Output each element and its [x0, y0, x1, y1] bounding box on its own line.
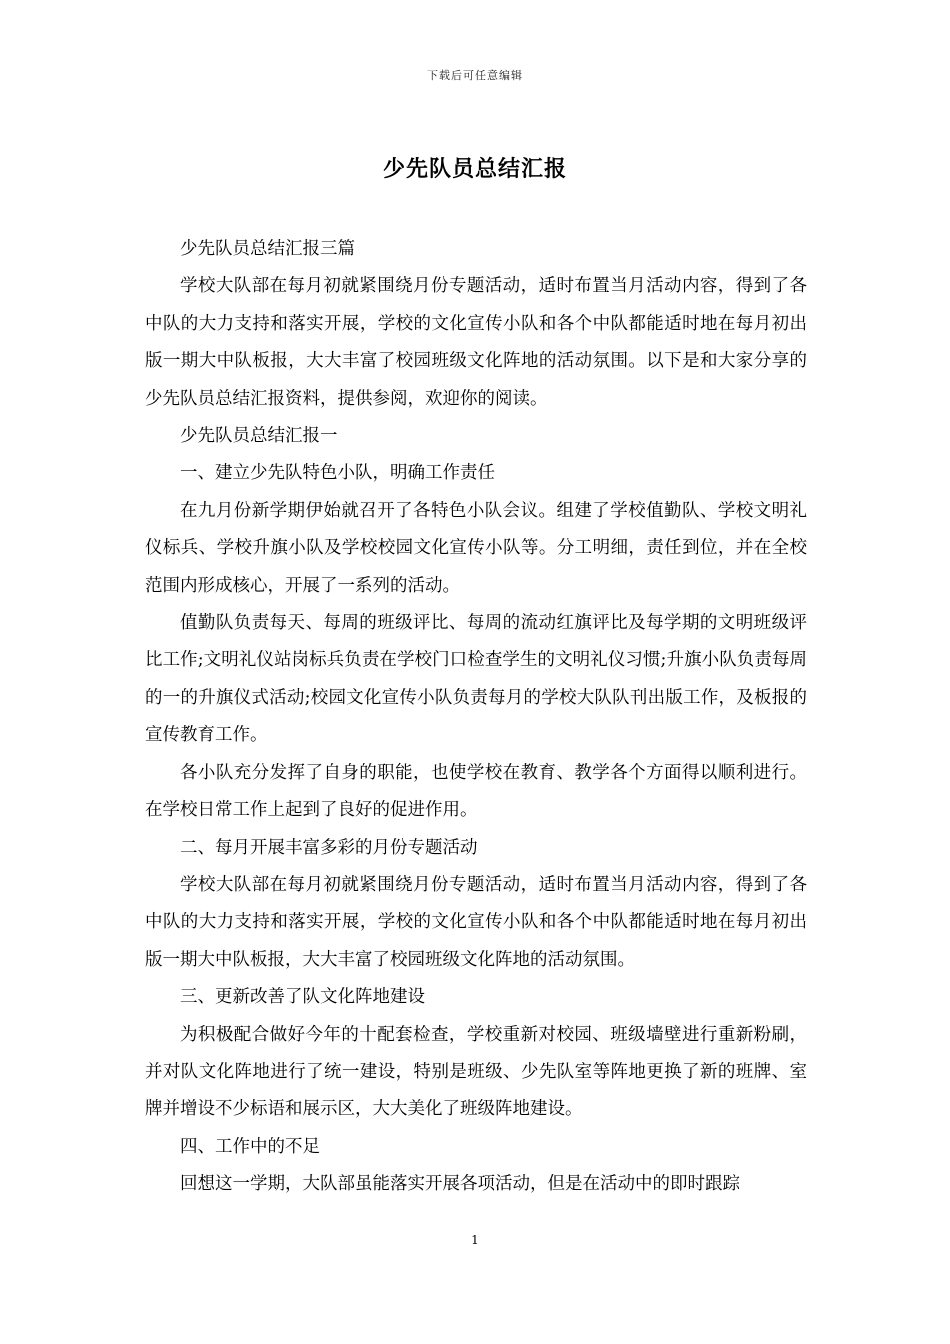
body-paragraph: 回想这一学期，大队部虽能落实开展各项活动，但是在活动中的即时跟踪: [180, 1174, 740, 1195]
item-heading: 三、更新改善了队文化阵地建设: [180, 987, 425, 1008]
body-paragraph: 为积极配合做好今年的十配套检查，学校重新对校园、班级墙壁进行重新粉刷，并对队文化阵地进行了统一建设，特别是班级、少先队室等阵地更换了新的班牌、室牌并增设不少标语和展示区，大大美化了班级阵地建设。: [145, 1024, 807, 1120]
document-title: 少先队员总结汇报: [382, 156, 567, 182]
body-paragraph: 值勤队负责每天、每周的班级评比、每周的流动红旗评比及每学期的文明班级评比工作;文明礼仪站岗标兵负责在学校门口检查学生的文明礼仪习惯;升旗小队负责每周的一的升旗仪式活动;校园文化宣传小队负责每月的学校大队队刊出版工作，及板报的宣传教育工作。: [145, 613, 807, 746]
header-note: 下载后可任意编辑: [427, 69, 523, 82]
intro-paragraph: 学校大队部在每月初就紧围绕月份专题活动，适时布置当月活动内容，得到了各中队的大力支持和落实开展，学校的文化宣传小队和各个中队都能适时地在每月初出版一期大中队板报，大大丰富了校园班级文化阵地的活动氛围。以下是和大家分享的少先队员总结汇报资料，提供参阅，欢迎你的阅读。: [145, 276, 807, 409]
item-heading: 一、建立少先队特色小队，明确工作责任: [180, 463, 495, 484]
body-paragraph: 学校大队部在每月初就紧围绕月份专题活动，适时布置当月活动内容，得到了各中队的大力支持和落实开展，学校的文化宣传小队和各个中队都能适时地在每月初出版一期大中队板报，大大丰富了校园班级文化阵地的活动氛围。: [145, 874, 807, 970]
body-paragraph: 在九月份新学期伊始就召开了各特色小队会议。组建了学校值勤队、学校文明礼仪标兵、学校升旗小队及学校校园文化宣传小队等。分工明细，责任到位，并在全校范围内形成核心，开展了一系列的活动。: [145, 500, 807, 596]
body-paragraph: 各小队充分发挥了自身的职能，也使学校在教育、教学各个方面得以顺利进行。在学校日常工作上起到了良好的促进作用。: [145, 762, 807, 821]
section-heading: 少先队员总结汇报一: [180, 426, 338, 447]
item-heading: 四、工作中的不足: [180, 1136, 320, 1157]
page-number: 1: [471, 1233, 479, 1247]
item-heading: 二、每月开展丰富多彩的月份专题活动: [180, 837, 478, 858]
document-body: [145, 231, 807, 1204]
subtitle-paragraph: 少先队员总结汇报三篇: [180, 239, 355, 259]
